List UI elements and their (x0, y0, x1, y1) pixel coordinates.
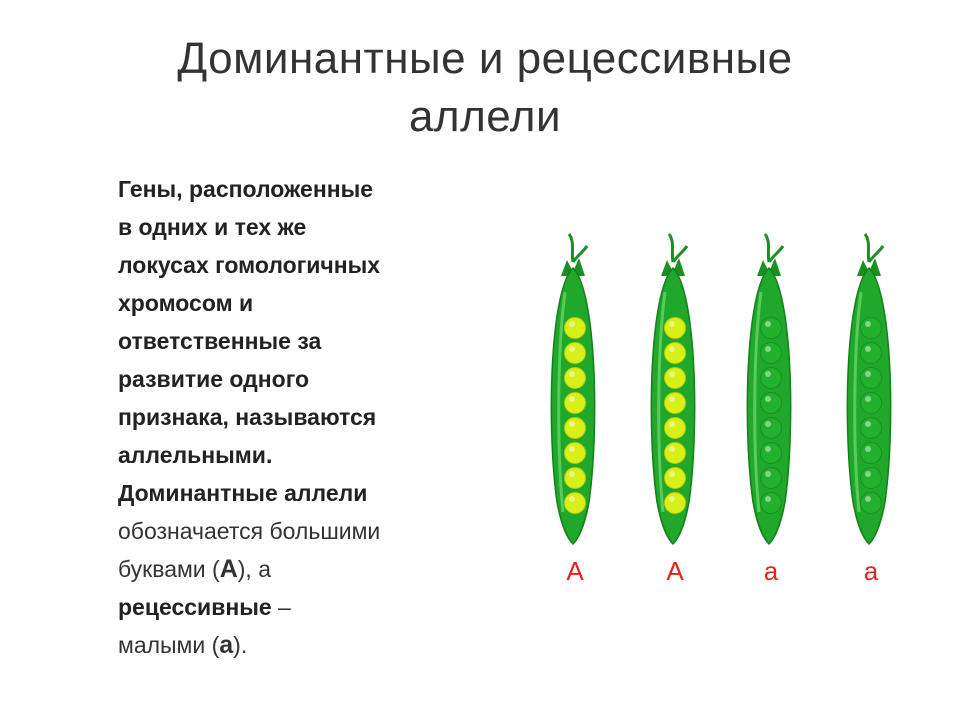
pea (665, 318, 686, 339)
body-line (118, 588, 488, 626)
pea-shine (765, 421, 771, 427)
pea-pod-graphic (535, 232, 615, 552)
pea-shine (669, 446, 675, 452)
pea-shine (569, 371, 575, 377)
pea-pod (535, 232, 615, 612)
pea (565, 368, 586, 389)
pea (665, 393, 686, 414)
pea-shine (765, 496, 771, 502)
pea (861, 393, 882, 414)
pod-stem (765, 234, 783, 262)
pea (565, 443, 586, 464)
allele-label: A (566, 556, 584, 586)
body-fragment: малыми ( (118, 632, 220, 658)
body-fragment: ), а (237, 556, 271, 582)
pea (665, 443, 686, 464)
pea-pod (831, 232, 911, 612)
pea-shine (669, 496, 675, 502)
pea (565, 343, 586, 364)
pea-shine (765, 396, 771, 402)
body-line: Доминантные аллели (118, 480, 368, 506)
body-line: локусах гомологичных (118, 252, 381, 278)
pea (761, 343, 782, 364)
body-line (118, 550, 488, 588)
pea (861, 418, 882, 439)
pea (761, 493, 782, 514)
pea-shine (865, 321, 871, 327)
pea-shine (669, 421, 675, 427)
pea-shine (669, 396, 675, 402)
pea (861, 443, 882, 464)
pea-shine (865, 346, 871, 352)
pea-pod-graphic (635, 232, 715, 552)
pea-shine (669, 471, 675, 477)
pea-shine (669, 346, 675, 352)
pea (565, 318, 586, 339)
pea (761, 418, 782, 439)
pea (665, 343, 686, 364)
pea (861, 343, 882, 364)
pea (665, 468, 686, 489)
pea (761, 393, 782, 414)
recessive-term: рецессивные (118, 594, 272, 620)
title-line-2: аллели (408, 92, 562, 141)
body-line: аллельными. (118, 442, 273, 468)
pea (761, 368, 782, 389)
pea (665, 368, 686, 389)
pea (761, 443, 782, 464)
pea (565, 393, 586, 414)
pea-shine (669, 371, 675, 377)
pea-shine (569, 496, 575, 502)
body-fragment: буквами ( (118, 556, 220, 582)
pea-shine (865, 371, 871, 377)
pea-shine (765, 371, 771, 377)
allele-label: A (666, 556, 684, 586)
pea (861, 468, 882, 489)
body-line: обозначается большими (118, 518, 381, 544)
pea-pods-illustration (535, 232, 935, 612)
pea (861, 368, 882, 389)
pea-shine (569, 446, 575, 452)
pea-pod-graphic (731, 232, 811, 552)
pea-shine (569, 396, 575, 402)
allele-label: a (763, 556, 779, 586)
pea (565, 493, 586, 514)
pea-pod-graphic (831, 232, 911, 552)
pod-stem (569, 234, 587, 262)
body-line (118, 626, 488, 664)
pea-shine (865, 496, 871, 502)
pea-shine (569, 346, 575, 352)
pea-shine (865, 471, 871, 477)
pea-pod (731, 232, 811, 612)
pod-stem (669, 234, 687, 262)
pea (861, 318, 882, 339)
pea-shine (569, 471, 575, 477)
body-line: в одних и тех же (118, 214, 307, 240)
pea-shine (865, 446, 871, 452)
pea-pod (635, 232, 715, 612)
pea (761, 468, 782, 489)
pea (665, 418, 686, 439)
pea-shine (569, 321, 575, 327)
pea-shine (669, 321, 675, 327)
pea-shine (765, 471, 771, 477)
slide-title (90, 30, 880, 146)
body-line: ответственные за (118, 328, 322, 354)
pea (565, 418, 586, 439)
pea (761, 318, 782, 339)
pea-shine (765, 321, 771, 327)
title-line-1: Доминантные и рецессивные (177, 34, 793, 83)
pea-shine (865, 421, 871, 427)
body-line: хромосом и (118, 290, 254, 316)
body-fragment: ). (233, 632, 248, 658)
pea (665, 493, 686, 514)
body-fragment: – (271, 594, 291, 620)
pea (861, 493, 882, 514)
body-line: признака, называются (118, 404, 377, 430)
pea-shine (865, 396, 871, 402)
pea-shine (765, 446, 771, 452)
recessive-letter: а (219, 631, 234, 659)
pod-stem (865, 234, 883, 262)
allele-label: a (863, 556, 879, 586)
pea (565, 468, 586, 489)
pea-shine (569, 421, 575, 427)
pea-shine (765, 346, 771, 352)
body-text (118, 170, 488, 664)
body-line: развитие одного (118, 366, 310, 392)
dominant-letter: А (219, 555, 238, 583)
body-line: Гены, расположенные (118, 176, 374, 202)
